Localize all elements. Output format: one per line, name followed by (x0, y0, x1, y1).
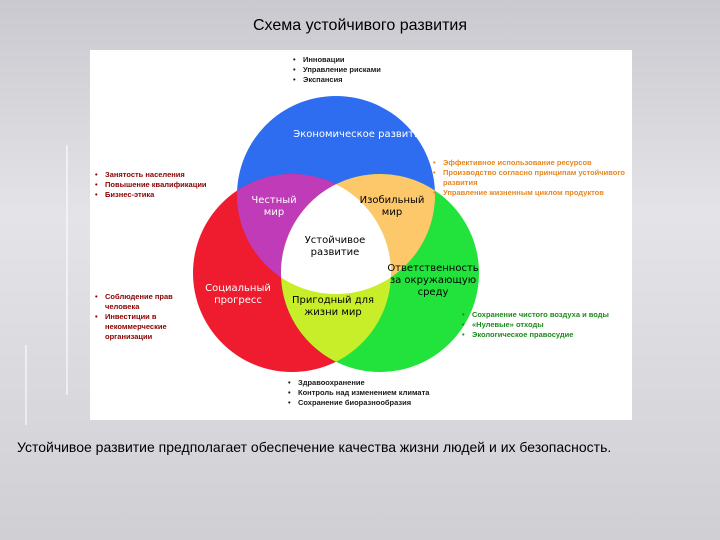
list-item: • Повышение квалификации (95, 180, 245, 190)
core-label: Устойчивое развитие (304, 235, 366, 258)
list-item: • Здравоохранение (288, 378, 488, 388)
list-item: • «Нулевые» отходы (462, 320, 630, 330)
social-label: Социальный прогресс (205, 283, 271, 306)
economic-label: Экономическое развитие (293, 129, 427, 140)
list-item: • Инвестиции в некоммерческие организации (95, 312, 200, 342)
environment-list (462, 310, 630, 340)
list-item: • Управление жизненным циклом продуктов (433, 188, 629, 198)
list-item: • Контроль над изменением климата (288, 388, 488, 398)
decorative-line (66, 145, 68, 395)
abundant-list (433, 158, 629, 198)
list-item: • Сохранение чистого воздуха и воды (462, 310, 630, 320)
fair-world-label: Честный мир (251, 195, 297, 218)
list-item: • Соблюдение прав человека (95, 292, 200, 312)
abundant-world-label: Изобильный мир (359, 195, 425, 218)
livable-list (288, 378, 488, 408)
list-item: • Сохранение биоразнообразия (288, 398, 488, 408)
venn-diagram (90, 50, 632, 420)
list-item: • Управление рисками (293, 65, 433, 75)
list-item: • Эффективное использование ресурсов (433, 158, 629, 168)
slide-caption: Устойчивое развитие предполагает обеспечение качества жизни людей и их безопасность. (17, 439, 612, 455)
list-item: • Экологическое правосудие (462, 330, 630, 340)
list-item: • Занятость населения (95, 170, 245, 180)
decorative-line (25, 345, 27, 425)
slide-title: Схема устойчивого развития (252, 17, 468, 34)
list-item: • Бизнес-этика (95, 190, 245, 200)
social-top-list (95, 170, 245, 200)
economic-list (293, 55, 433, 85)
environment-label: Ответственность за окружающую среду (387, 263, 479, 298)
list-item: • Экспансия (293, 75, 433, 85)
list-item: • Производство согласно принципам устойчивого развития (433, 168, 629, 188)
list-item: • Инновации (293, 55, 433, 65)
social-bottom-list (95, 292, 200, 342)
livable-world-label: Пригодный для жизни мир (291, 295, 375, 318)
